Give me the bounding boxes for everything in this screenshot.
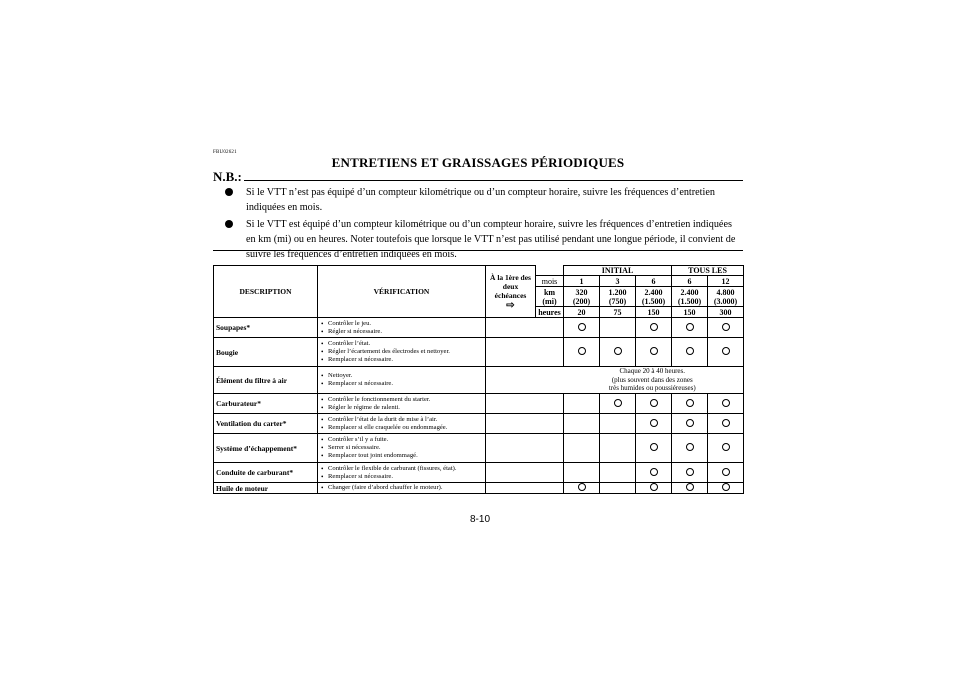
header-tous-les: TOUS LES (672, 266, 744, 276)
verification-list (320, 320, 483, 336)
interval-mark-cell (636, 463, 672, 483)
row-verification (318, 367, 486, 394)
verification-item: • Serrer si nécessaire. (320, 444, 483, 452)
circle-mark-icon (722, 443, 730, 451)
row-description: Bougie (214, 338, 318, 367)
interval-note-line: (plus souvent dans des zones (611, 375, 693, 384)
row-verification (318, 434, 486, 463)
verification-item: • Régler si nécessaire. (320, 328, 483, 336)
km-value: 2.400 (1.500) (672, 287, 708, 307)
interval-mark-cell (564, 338, 600, 367)
circle-mark-icon (686, 443, 694, 451)
verification-list (320, 436, 483, 460)
circle-mark-icon (722, 468, 730, 476)
mois-value: 12 (708, 276, 744, 287)
circle-mark-icon (722, 399, 730, 407)
table-row (214, 414, 744, 434)
first-due-cell (486, 483, 564, 494)
table-row (214, 483, 744, 494)
unit-km: km (mi) (536, 287, 564, 307)
row-verification (318, 318, 486, 338)
verification-item: • Remplacer si nécessaire. (320, 473, 483, 481)
interval-mark-cell (600, 463, 636, 483)
circle-mark-icon (722, 483, 730, 491)
km-value: 4.800 (3.000) (708, 287, 744, 307)
row-description: Ventilation du carter* (214, 414, 318, 434)
heures-value: 150 (672, 307, 708, 318)
heures-value: 300 (708, 307, 744, 318)
row-description: Carburateur* (214, 394, 318, 414)
circle-mark-icon (650, 347, 658, 355)
row-description: Conduite de carburant* (214, 463, 318, 483)
heures-value: 20 (564, 307, 600, 318)
interval-mark-cell (636, 338, 672, 367)
circle-mark-icon (686, 399, 694, 407)
interval-mark-cell (636, 318, 672, 338)
row-description: Système d’échappement* (214, 434, 318, 463)
first-due-cell (486, 338, 564, 367)
circle-mark-icon (722, 419, 730, 427)
first-due-cell (486, 463, 564, 483)
header-first-due-text: À la 1ère des deux échéances (490, 272, 531, 300)
page-title: ENTRETIENS ET GRAISSAGES PÉRIODIQUES (331, 155, 625, 170)
circle-mark-icon (686, 483, 694, 491)
verification-item: • Remplacer si nécessaire. (320, 356, 483, 364)
header-initial: INITIAL (564, 266, 672, 276)
circle-mark-icon (650, 399, 658, 407)
interval-mark-cell (600, 483, 636, 494)
row-description: Huile de moteur (214, 483, 318, 494)
header-description: DESCRIPTION (214, 266, 318, 318)
interval-mark-cell (636, 414, 672, 434)
verification-item: • Contrôler s’il y a fuite. (320, 436, 483, 444)
nb-item-text: Si le VTT n’est pas équipé d’un compteur kilométrique ou d’un compteur horaire, suivre les fréquences d’entretien indiquées en mois. (246, 187, 715, 213)
first-due-cell (486, 394, 564, 414)
note-spacer (486, 367, 600, 394)
header-first-due (486, 266, 536, 318)
circle-mark-icon (722, 323, 730, 331)
interval-mark-cell (600, 338, 636, 367)
nb-header (213, 170, 743, 183)
mois-value: 6 (636, 276, 672, 287)
interval-mark-cell (672, 318, 708, 338)
km-value: 2.400 (1.500) (636, 287, 672, 307)
row-description: Élément du filtre à air (214, 367, 318, 394)
interval-mark-cell (672, 394, 708, 414)
table-row (214, 394, 744, 414)
verification-list (320, 416, 483, 432)
row-verification (318, 414, 486, 434)
interval-mark-cell (672, 483, 708, 494)
arrow-right-icon: ⇨ (506, 299, 515, 311)
verification-item: • Remplacer si nécessaire. (320, 380, 483, 388)
heures-value: 150 (636, 307, 672, 318)
circle-mark-icon (578, 323, 586, 331)
row-verification (318, 394, 486, 414)
circle-mark-icon (650, 323, 658, 331)
interval-mark-cell (564, 318, 600, 338)
interval-note-line: Chaque 20 à 40 heures. (619, 367, 686, 376)
first-due-cell (486, 318, 564, 338)
circle-mark-icon (650, 483, 658, 491)
circle-mark-icon (686, 323, 694, 331)
page-number: 8-10 (469, 514, 490, 525)
table-row (214, 318, 744, 338)
interval-mark-cell (708, 434, 744, 463)
interval-mark-cell (636, 483, 672, 494)
interval-mark-cell (708, 394, 744, 414)
circle-mark-icon (614, 347, 622, 355)
interval-mark-cell (708, 414, 744, 434)
interval-mark-cell (708, 318, 744, 338)
circle-mark-icon (686, 347, 694, 355)
row-verification (318, 483, 486, 494)
circle-mark-icon (650, 468, 658, 476)
header-verification: VÉRIFICATION (318, 266, 486, 318)
bullet-icon (225, 188, 233, 196)
interval-mark-cell (672, 463, 708, 483)
verification-item: • Changer (faire d’abord chauffer le moteur). (320, 484, 483, 492)
nb-bottom-rule (213, 250, 743, 251)
interval-mark-cell (564, 434, 600, 463)
unit-mois: mois (536, 276, 564, 287)
interval-mark-cell (564, 414, 600, 434)
interval-mark-cell (672, 414, 708, 434)
circle-mark-icon (722, 347, 730, 355)
verification-list (320, 484, 483, 492)
circle-mark-icon (686, 419, 694, 427)
first-due-cell (486, 434, 564, 463)
verification-item: • Régler le régime de ralenti. (320, 404, 483, 412)
interval-mark-cell (672, 338, 708, 367)
nb-rule (244, 180, 743, 181)
table-row (214, 338, 744, 367)
table-body (214, 318, 744, 494)
circle-mark-icon (578, 347, 586, 355)
verification-item: • Remplacer si elle craquelée ou endommagée. (320, 424, 483, 432)
mois-value: 1 (564, 276, 600, 287)
table-row (214, 434, 744, 463)
verification-item: • Contrôler l’état. (320, 340, 483, 348)
circle-mark-icon (578, 483, 586, 491)
verification-list (320, 372, 483, 388)
interval-mark-cell (600, 318, 636, 338)
verification-item: • Contrôler le jeu. (320, 320, 483, 328)
interval-mark-cell (564, 483, 600, 494)
verification-item: • Nettoyer. (320, 372, 483, 380)
interval-mark-cell (564, 463, 600, 483)
circle-mark-icon (650, 443, 658, 451)
verification-item: • Régler l’écartement des électrodes et nettoyer. (320, 348, 483, 356)
mois-value: 3 (600, 276, 636, 287)
interval-mark-cell (600, 434, 636, 463)
heures-value: 75 (600, 307, 636, 318)
row-description: Soupapes* (214, 318, 318, 338)
mois-value: 6 (672, 276, 708, 287)
interval-mark-cell (708, 463, 744, 483)
maintenance-table (213, 265, 744, 494)
verification-item: • Contrôler l’état de la durit de mise à l’air. (320, 416, 483, 424)
nb-label: N.B.: (213, 169, 242, 184)
interval-note-line: très humides ou poussiéreuses) (608, 384, 696, 393)
verification-list (320, 396, 483, 412)
interval-note (600, 367, 744, 394)
interval-mark-cell (636, 434, 672, 463)
circle-mark-icon (614, 399, 622, 407)
circle-mark-icon (686, 468, 694, 476)
interval-mark-cell (708, 483, 744, 494)
verification-item: • Contrôler le fonctionnement du starter. (320, 396, 483, 404)
bullet-icon (225, 220, 233, 228)
interval-mark-cell (672, 434, 708, 463)
verification-list (320, 340, 483, 364)
row-verification (318, 463, 486, 483)
km-value: 320 (200) (564, 287, 600, 307)
first-due-cell (486, 414, 564, 434)
interval-mark-cell (600, 414, 636, 434)
verification-item: • Remplacer tout joint endommagé. (320, 452, 483, 460)
nb-item-text: Si le VTT est équipé d’un compteur kilométrique ou d’un compteur horaire, suivre les fréquences d’entretien indiquées en km (mi) ou en heures. Noter toutefois que lorsque le VTT n’est pas utilisé pendant une longue période, il convient de suivre les fréquences d’entretien indiquées en mois. (246, 219, 736, 260)
interval-mark-cell (636, 394, 672, 414)
table-row (214, 367, 744, 394)
interval-mark-cell (600, 394, 636, 414)
nb-item (213, 217, 743, 262)
verification-list (320, 465, 483, 481)
row-verification (318, 338, 486, 367)
interval-mark-cell (564, 394, 600, 414)
table-row (214, 463, 744, 483)
circle-mark-icon (650, 419, 658, 427)
interval-mark-cell (708, 338, 744, 367)
verification-item: • Contrôler le flexible de carburant (fissures, état). (320, 465, 483, 473)
reference-code: FBU02621 (213, 150, 237, 155)
nb-item (213, 185, 743, 215)
km-value: 1.200 (750) (600, 287, 636, 307)
unit-heures: heures (536, 307, 564, 318)
